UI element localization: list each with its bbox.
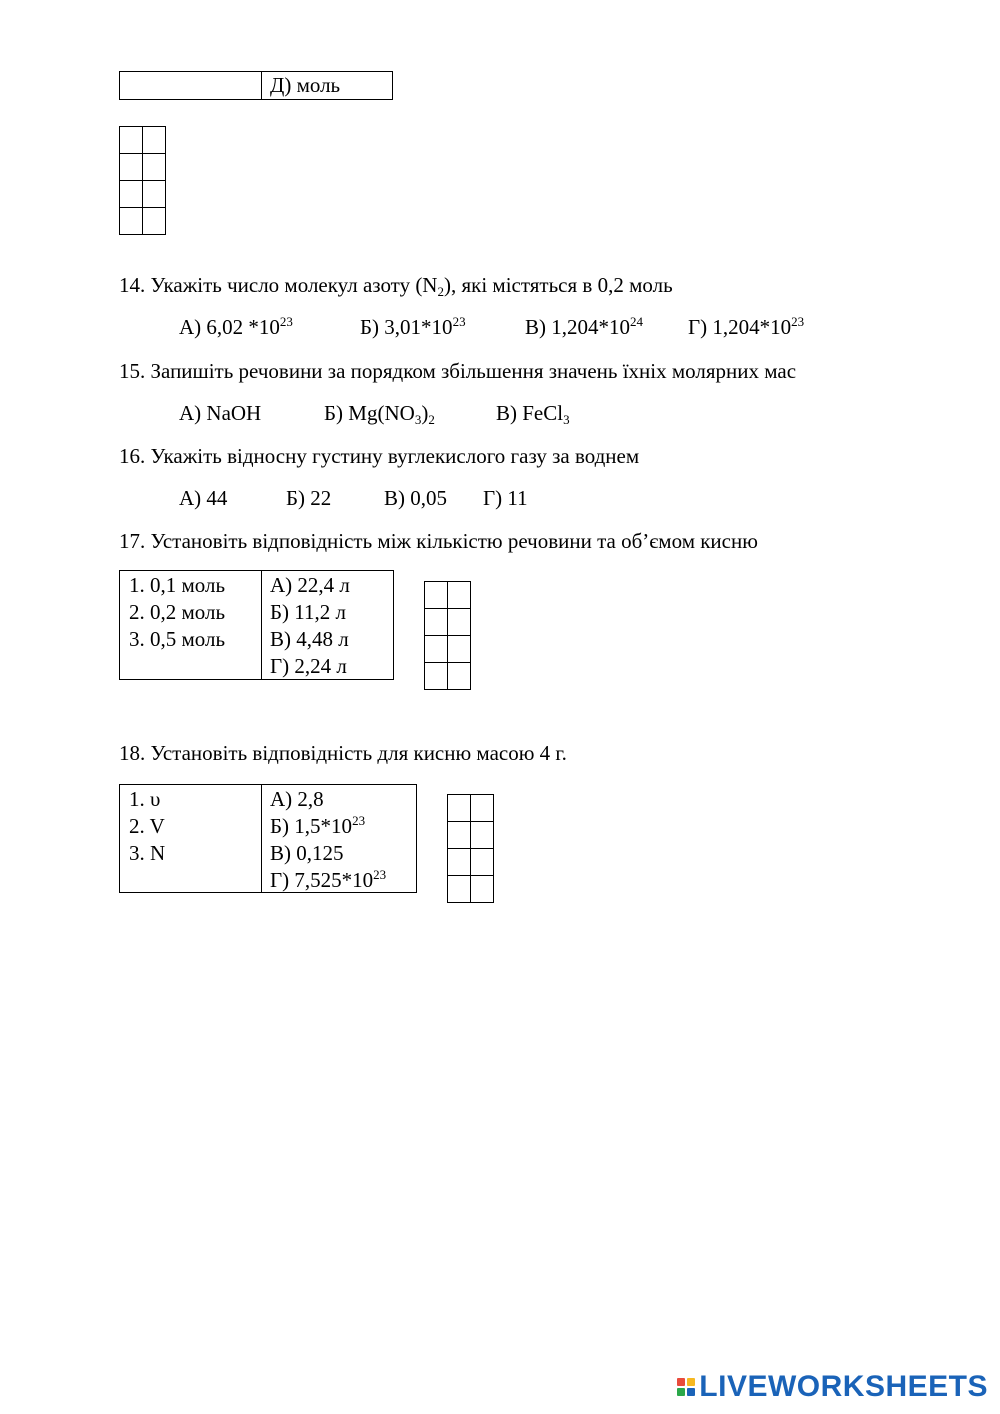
question-16: 16. Укажіть відносну густину вуглекислого газу за воднем [119,444,640,468]
answer-cell[interactable] [120,181,143,208]
question-15-options [179,401,570,426]
match-left-column [120,785,262,892]
answer-cell[interactable] [120,154,143,181]
liveworksheets-logo-text: LIVEWORKSHEETS [699,1370,988,1403]
answer-grid-17 [424,581,471,690]
match-left-item: 1. 0,1 моль [129,573,226,597]
option-d: Г) 11 [483,486,528,510]
match-right-item: Б) $1,5*10^{23}$ [270,813,366,838]
answer-cell[interactable] [425,636,448,663]
option-d: Г) $1,204*10^{23}$ [688,314,805,339]
answer-cell[interactable] [143,181,166,208]
answer-cell[interactable] [448,609,471,636]
match-right-item: В) 0,125 [270,841,344,865]
match-right-item: Г) 2,24 л [270,654,347,678]
previous-match-table-fragment [119,71,393,100]
answer-cell[interactable] [448,876,471,903]
option-c: В) $1,204*10^{24}$ [525,314,643,339]
answer-cell[interactable] [471,795,494,822]
option-a: А) 6,02 $*10^{23}$ [179,314,293,339]
match-left-item: 3. 0,5 моль [129,627,226,651]
answer-cell[interactable] [448,636,471,663]
match-right-item: А) 2,8 [270,787,324,811]
match-right-item: А) 22,4 л [270,573,350,597]
question-18-match-table [119,784,417,893]
answer-grid-13 [119,126,166,235]
question-14: 14. Укажіть число молекул азоту $(N_2)$, які містяться в 0,2 моль [119,273,673,299]
option-c: В) FeCl$_3$ [496,401,570,427]
answer-cell[interactable] [471,876,494,903]
option-b: Б) $Mg(NO_3)_2$ [324,401,435,427]
answer-cell[interactable] [448,582,471,609]
match-left-column [120,571,262,679]
answer-cell[interactable] [120,127,143,154]
answer-cell[interactable] [448,795,471,822]
option-a: А) 44 [179,486,228,510]
answer-cell[interactable] [120,208,143,235]
answer-cell[interactable] [425,663,448,690]
question-16-options [179,486,528,511]
question-18: 18. Установіть відповідність для кисню масою 4 г. [119,741,567,765]
match-left-item: 1. υ [129,787,161,811]
question-17: 17. Установіть відповідність між кількістю речовини та об’ємом кисню [119,529,758,553]
answer-cell[interactable] [448,822,471,849]
answer-cell[interactable] [448,663,471,690]
answer-cell[interactable] [448,849,471,876]
match-left-item: 2. V [129,814,165,838]
option-c: В) 0,05 [384,486,447,510]
answer-cell[interactable] [471,822,494,849]
answer-cell[interactable] [425,582,448,609]
option-a: А) NaOH [179,401,262,425]
question-14-options [179,315,804,340]
answer-cell[interactable] [143,208,166,235]
match-right-item: Б) 11,2 л [270,600,347,624]
fragment-right-cell: Д) моль [270,73,341,97]
question-17-match-table [119,570,394,680]
match-right-column [270,572,350,680]
liveworksheets-logo-icon [677,1378,695,1396]
answer-cell[interactable] [143,127,166,154]
match-right-item: В) 4,48 л [270,627,349,651]
match-right-column [270,786,386,894]
answer-cell[interactable] [143,154,166,181]
option-b: Б) 22 [286,486,332,510]
match-right-item: Г) $7,525*10^{23}$ [270,867,387,892]
liveworksheets-logo [677,1370,988,1404]
answer-grid-18 [447,794,494,903]
option-b: Б) $3,01*10^{23}$ [360,314,466,339]
fragment-left-cell [120,72,262,99]
match-left-item: 3. N [129,841,166,865]
answer-cell[interactable] [425,609,448,636]
answer-cell[interactable] [471,849,494,876]
question-15: 15. Запишіть речовини за порядком збільшення значень їхніх молярних мас [119,359,797,383]
match-left-item: 2. 0,2 моль [129,600,226,624]
